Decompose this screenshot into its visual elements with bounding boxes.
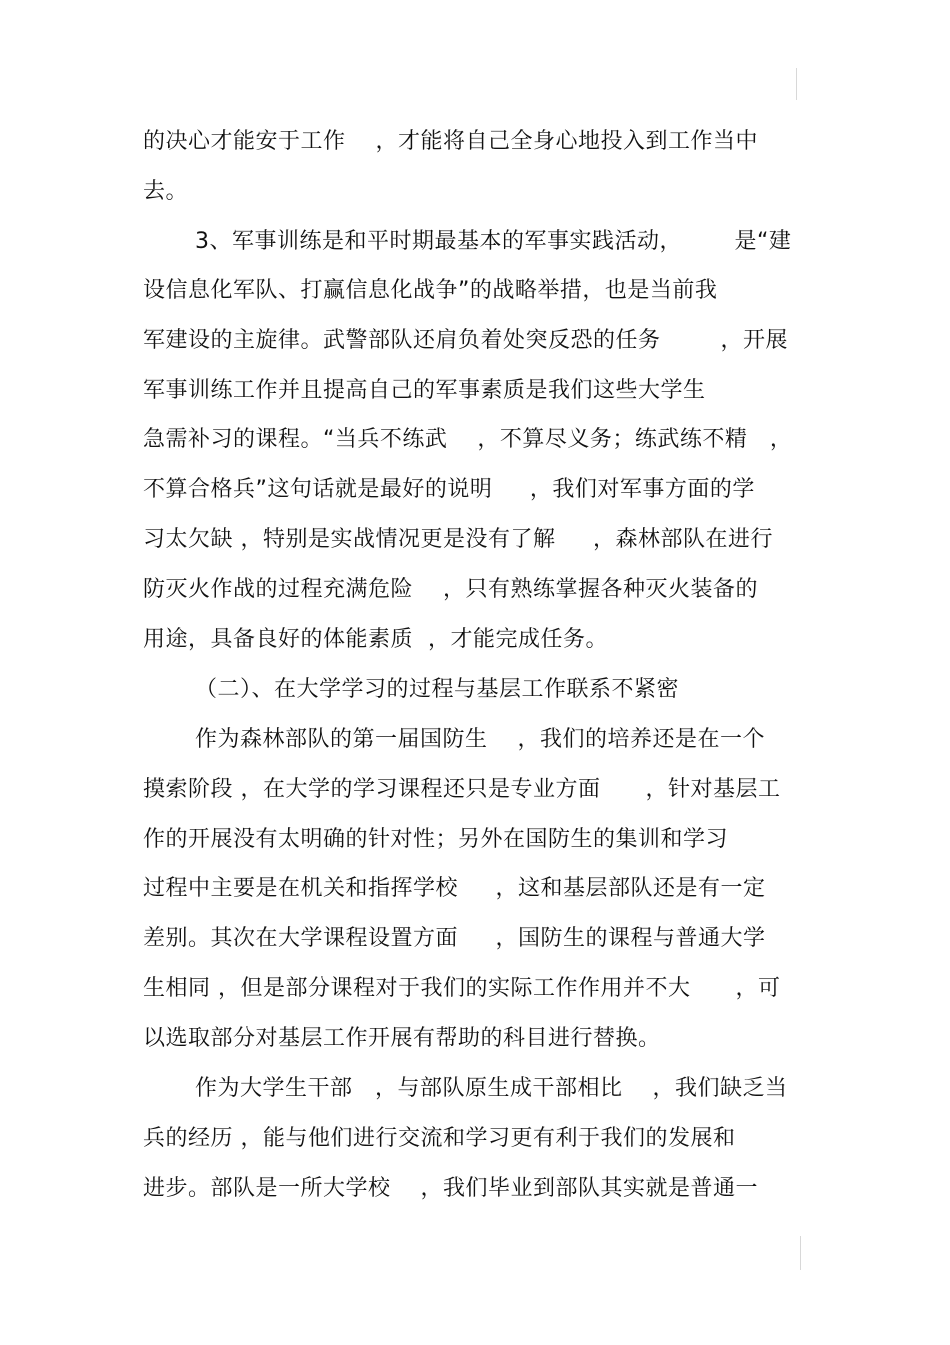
section-heading: （二）、在大学学习的过程与基层工作联系不紧密 <box>195 677 680 702</box>
text-line: 生相同 ，但是部分课程对于我们的实际工作作用并不大 ，可 <box>143 976 781 1001</box>
text-line: 3、军事训练是和平时期最基本的军事实践活动， 是“建 <box>195 229 792 254</box>
text-line: 作为森林部队的第一届国防生 ，我们的培养还是在一个 <box>195 727 765 752</box>
text-line: 习太欠缺 ，特别是实战情况更是没有了解 ，森林部队在进行 <box>143 527 773 552</box>
text-line: 过程中主要是在机关和指挥学校 ，这和基层部队还是有一定 <box>143 876 766 901</box>
text-line: 防灭火作战的过程充满危险 ，只有熟练掌握各种灭火装备的 <box>143 577 758 602</box>
text-line: 不算合格兵”这句话就是最好的说明 ，我们对军事方面的学 <box>143 477 755 502</box>
text-line: 以选取部分对基层工作开展有帮助的科目进行替换。 <box>143 1026 661 1051</box>
page-mark-top <box>796 68 797 100</box>
text-line: 差别。其次在大学课程设置方面 ，国防生的课程与普通大学 <box>143 926 766 951</box>
text-line: 的决心才能安于工作 ，才能将自己全身心地投入到工作当中 <box>143 129 758 154</box>
text-line: 用途，具备良好的体能素质 ，才能完成任务。 <box>143 627 608 652</box>
text-line: 摸索阶段 ，在大学的学习课程还只是专业方面 ，针对基层工 <box>143 777 781 802</box>
text-line: 去。 <box>143 179 189 204</box>
text-line: 设信息化军队、打赢信息化战争”的战略举措，也是当前我 <box>143 278 718 303</box>
text-line: 作的开展没有太明确的针对性；另外在国防生的集训和学习 <box>143 827 729 852</box>
text-line: 急需补习的课程。“当兵不练武 ，不算尽义务；练武练不精 ， <box>143 427 793 452</box>
text-line: 兵的经历 ，能与他们进行交流和学习更有利于我们的发展和 <box>143 1126 736 1151</box>
text-line: 军事训练工作并且提高自己的军事素质是我们这些大学生 <box>143 378 706 403</box>
text-line: 军建设的主旋律。武警部队还肩负着处突反恐的任务 ，开展 <box>143 328 788 353</box>
page-mark-bottom <box>800 1236 801 1270</box>
text-line: 进步。部队是一所大学校 ，我们毕业到部队其实就是普通一 <box>143 1176 758 1201</box>
text-line: 作为大学生干部 ，与部队原生成干部相比 ，我们缺乏当 <box>195 1076 788 1101</box>
